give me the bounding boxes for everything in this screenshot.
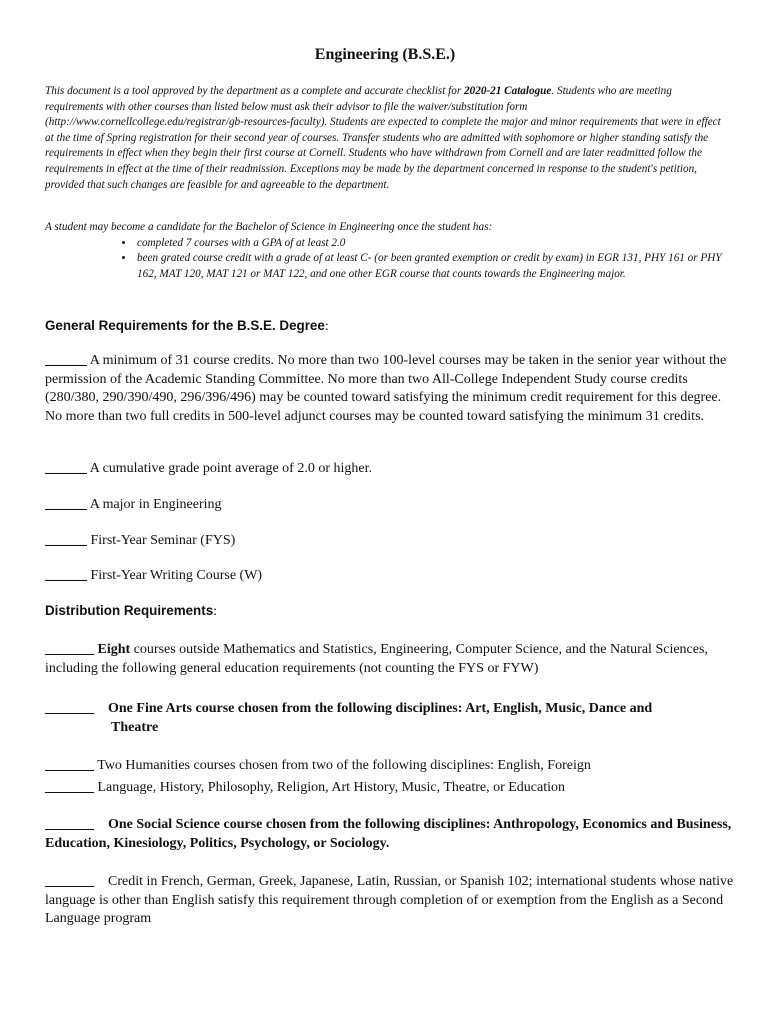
requirement-text: A major in Engineering bbox=[87, 497, 222, 512]
checkbox-blank[interactable]: _______ bbox=[45, 701, 94, 716]
candidacy-block bbox=[45, 220, 725, 282]
eight-label: Eight bbox=[97, 642, 131, 657]
checkbox-blank[interactable]: ______ bbox=[45, 461, 87, 476]
humanities-text-cont: Language, History, Philosophy, Religion, Art History, Music, Theatre, or Education bbox=[94, 779, 566, 795]
distribution-heading-text: Distribution Requirements bbox=[45, 603, 214, 618]
requirement-fys bbox=[45, 532, 735, 551]
requirement-social-science bbox=[45, 816, 735, 853]
candidacy-lead: A student may become a candidate for the Bachelor of Science in Engineering once the student has: bbox=[45, 221, 493, 233]
language-text: Credit in French, German, Greek, Japanese, Latin, Russian, or Spanish 102; international students whose native language is other than English satisfy this requirement through completion of or exemption from the English as a Second Language program bbox=[45, 874, 734, 927]
requirement-text: A cumulative grade point average of 2.0 or higher. bbox=[87, 461, 372, 476]
checkbox-blank[interactable]: _______ bbox=[45, 758, 94, 773]
general-heading bbox=[45, 317, 735, 337]
checkbox-blank[interactable]: ______ bbox=[45, 568, 87, 583]
intro-paragraph bbox=[45, 84, 725, 193]
requirement-text: A minimum of 31 course credits. No more than two 100-level courses may be taken in the senior year without the permission of the Academic Standing Committee. No more than two All-College Independent Study course credits (280/380, 290/390/490, 296/396/496) may be counted toward satisfying the minimum credit requirement for this degree. No more than two full credits in 500-level adjunct courses may be counted toward satisfying the minimum 31 credits. bbox=[45, 353, 727, 424]
general-heading-colon: : bbox=[324, 319, 329, 334]
distribution-heading bbox=[45, 602, 735, 622]
requirement-text: First-Year Writing Course (W) bbox=[87, 568, 263, 583]
catalogue-year: 2020-21 Catalogue bbox=[464, 85, 552, 97]
checkbox-blank[interactable]: ______ bbox=[45, 533, 87, 548]
fine-arts-text-cont: Theatre bbox=[111, 719, 159, 735]
general-heading-text: General Requirements for the B.S.E. Degree bbox=[45, 318, 325, 333]
checkbox-blank[interactable]: _______ bbox=[45, 642, 94, 657]
requirement-credits bbox=[45, 352, 735, 426]
checkbox-blank[interactable]: _______ bbox=[45, 817, 94, 832]
social-science-text: One Social Science course chosen from the following disciplines: Anthropology, Economics and Business, Education, Kinesiology, Politics, Psychology, or Sociology. bbox=[45, 817, 732, 851]
requirement-eight-courses bbox=[45, 641, 735, 678]
requirement-language bbox=[45, 873, 735, 929]
requirement-writing bbox=[45, 567, 735, 586]
checkbox-blank[interactable]: ______ bbox=[45, 353, 87, 368]
fine-arts-text: One Fine Arts course chosen from the following disciplines: Art, English, Music, Dance and bbox=[108, 701, 653, 716]
requirement-humanities bbox=[45, 757, 735, 797]
checkbox-blank[interactable]: _______ bbox=[45, 779, 94, 795]
distribution-heading-colon: : bbox=[213, 604, 218, 619]
intro-text-before: This document is a tool approved by the department as a complete and accurate checklist for bbox=[45, 85, 465, 97]
requirement-text: courses outside Mathematics and Statistics, Engineering, Computer Science, and the Natural Sciences, including the following general education requirements (not counting the FYS or FYW) bbox=[45, 642, 708, 676]
page-title: Engineering (B.S.E.) bbox=[314, 46, 456, 63]
humanities-text: Two Humanities courses chosen from two of the following disciplines: English, Foreign bbox=[94, 758, 591, 773]
candidacy-bullet: • been grated course credit with a grade of at least C- (or been granted exemption or credit by exam) in EGR 131, PHY 161 or PHY 162, MAT 120, MAT 121 or MAT 122, and one other EGR course that counts towards the Engineering major. bbox=[135, 251, 725, 282]
requirement-gpa bbox=[45, 460, 735, 479]
intro-text-after: . Students who are meeting requirements with other courses than listed below must ask their advisor to file the waiver/substitution form (http://www.cornellcollege.edu/registrar/gb-resources-faculty). Students are expected to complete the major and minor requirements that were in effect at the time of Spring registration for their second year of courses. Transfer students who are admitted with sophomore or higher standing satisfy the requirements in effect when they begin their first course at Cornell. Students who have withdrawn from Cornell and are later readmitted follow the requirements in effect at the time of their readmission. Exceptions may be made by the department concerned in response to the student's petition, provided that such changes are feasible for and agreeable to the department. bbox=[45, 85, 721, 191]
candidacy-bullet: • completed 7 courses with a GPA of at least 2.0 bbox=[135, 236, 725, 252]
requirement-fine-arts bbox=[45, 700, 735, 737]
checkbox-blank[interactable]: _______ bbox=[45, 874, 94, 889]
candidacy-list bbox=[45, 236, 725, 283]
requirement-text: First-Year Seminar (FYS) bbox=[87, 533, 236, 548]
checkbox-blank[interactable]: ______ bbox=[45, 497, 87, 512]
requirement-major bbox=[45, 496, 735, 515]
